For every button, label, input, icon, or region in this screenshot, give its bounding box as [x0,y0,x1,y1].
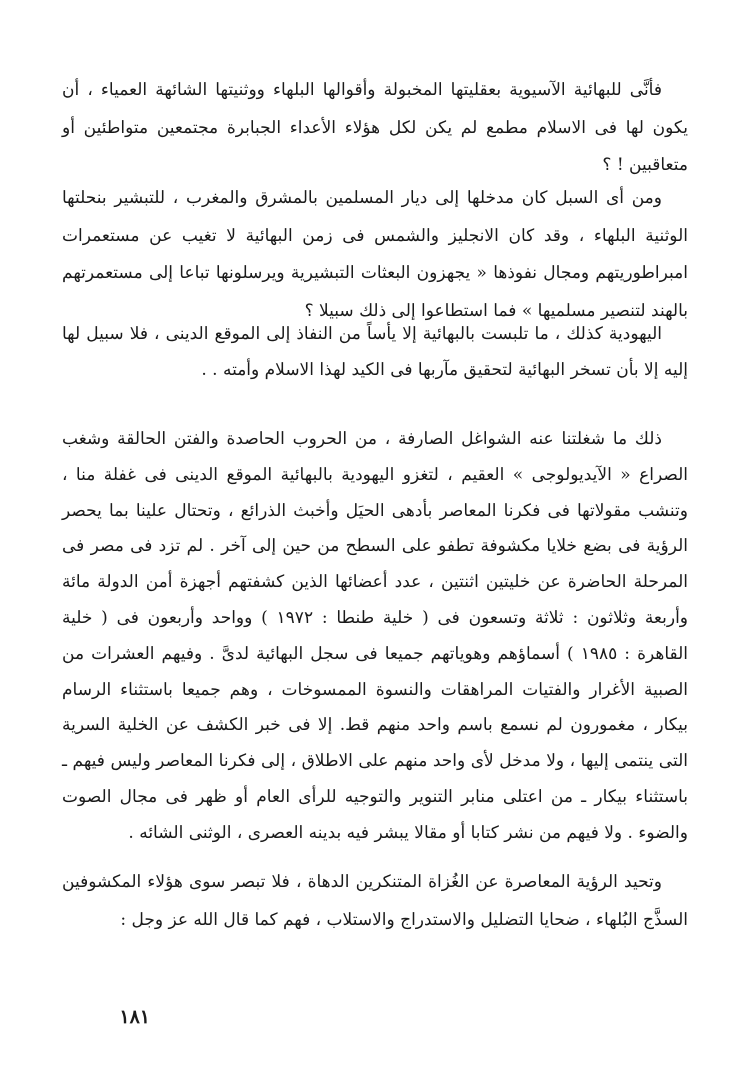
text-paragraph [62,422,688,852]
paragraph-text: وتحيد الرؤية المعاصرة عن الغُزاة المتنكرين الدهاة ، فلا تبصر سوى هؤلاء المكشوفين السذَّج البُلهاء ، ضحايا التضليل والاستدراج والاستلاب ، فهم كما قال الله عز وجل : [62,872,688,930]
text-paragraph [62,180,688,330]
paragraph-text: ذلك ما شغلتنا عنه الشواغل الصارفة ، من الحروب الحاصدة والفتن الحالقة وشغب الصراع « الآيديولوجى » العقيم ، لتغزو اليهودية بالبهائية الموقع الدينى فى غفلة منا ، وتنشب مقولاتها فى فكرنا المعاصر بأدهى الحيَل وأخبث الذرائع ، وتحتال علينا بما يحصر الرؤية فى بضع خلايا مكشوفة تطفو على السطح من حين إلى آخر . لم تزد فى مصر فى المرحلة الحاضرة عن خليتين اثنتين ، عدد أعضائها الذين كشفتهم أجهزة أمن الدولة مائة وأربعة وثلاثون : ثلاثة وتسعون فى ( خلية طنطا : ١٩٧٢ ) وواحد وأربعون فى ( خلية القاهرة : ١٩٨٥ ) أسماؤهم وهوياتهم جميعا فى سجل البهائية لدىَّ . وفيهم العشرات من الصبية الأغرار والفتيات المراهقات والنسوة الممسوخات ، وهم جميعا باستثناء الرسام بيكار ، مغمورون لم نسمع باسم واحد منهم قط. إلا فى خبر الكشف عن الخلية السرية التى ينتمى إليها ، ولا مدخل لأى واحد منهم على الاطلاق ، إلى فكرنا المعاصر وليس فيهم ـ باستثناء بيكار ـ من اعتلى منابر التنوير والتوجيه للرأى العام أو ظهر فى مجال الصوت والضوء . ولا فيهم من نشر كتابا أو مقالا يبشر فيه بدينه العصرى ، الوثنى الشائه . [62,429,689,843]
paragraph-text: فأنَّى للبهائية الآسيوية بعقليتها المخبولة وأقوالها البلهاء ووثنيتها الشائهة العمياء ، أن يكون لها فى الاسلام مطمع لم يكن لكل هؤلاء الأعداء الجبابرة مجتمعين متواطئين أو متعاقبين ! ؟ [62,80,688,175]
text-paragraph [62,863,688,939]
paragraph-text: ومن أى السبل كان مدخلها إلى ديار المسلمين بالمشرق والمغرب ، للتبشير بنحلتها الوثنية البلهاء ، وقد كان الانجليز والشمس فى زمن البهائية لا تغيب عن مستعمرات امبراطوريتهم ومجال نفوذها « يجهزون البعثات التبشيرية ويرسلونها تباعا إلى مستعمرتهم بالهند لتنصير مسلميها » فما استطاعوا إلى ذلك سبيلا ؟ [62,188,688,321]
page-number: ١٨١ [119,1006,150,1028]
text-paragraph [62,316,688,388]
paragraph-text: اليهودية كذلك ، ما تلبست بالبهائية إلا يأساً من النفاذ إلى الموقع الدينى ، فلا سبيل لها إليه إلا بأن تسخر البهائية لتحقيق مآربها فى الكيد لهذا الاسلام وأمته . . [62,324,688,380]
text-paragraph [62,72,688,185]
